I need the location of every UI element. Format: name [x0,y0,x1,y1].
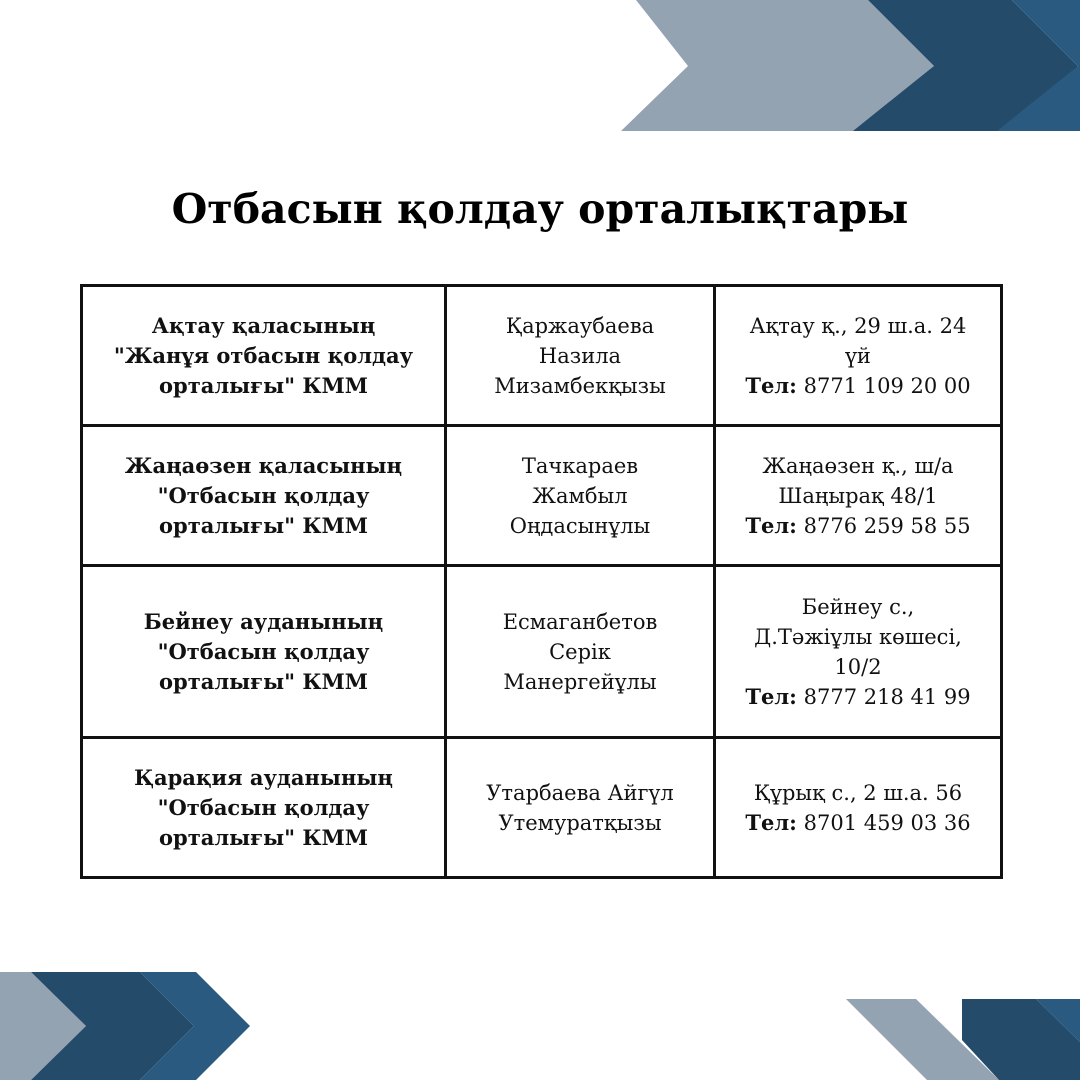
address-line: Шаңырақ 48/1 [778,483,938,508]
center-name-line: "Отбасын қолдау [157,638,370,664]
center-name-cell [82,566,446,738]
center-name-line: "Отбасын қолдау [157,794,370,820]
phone-number: 8771 109 20 00 [803,373,971,398]
phone-line [726,511,990,541]
center-name-line: Жаңаөзен қаласының [124,452,403,478]
center-name-line: орталығы" КММ [159,512,368,538]
person-name-line: Мизамбекқызы [494,373,666,398]
contact-cell [715,426,1002,566]
phone-number: 8776 259 58 55 [803,513,971,538]
address-line: Жаңаөзен қ., ш/а [762,453,954,478]
address-line: Құрық с., 2 ш.а. 56 [753,780,963,805]
person-name-line: Есмаганбетов [502,609,658,634]
person-name-line: Жамбыл [532,483,628,508]
center-name-line: Қарақия ауданының [134,764,393,790]
tel-label: Тел: [745,809,797,835]
person-name-line: Утемуратқызы [498,810,662,835]
contact-cell [715,286,1002,426]
person-name-line: Қаржаубаева [505,313,655,338]
tel-label: Тел: [745,683,797,709]
center-name-line: "Отбасын қолдау [157,482,370,508]
address-line: Д.Тәжіұлы көшесі, [754,624,962,649]
contact-cell [715,566,1002,738]
center-name-line: Ақтау қаласының [151,312,376,338]
tel-label: Тел: [745,512,797,538]
address-line: Бейнеу с., [801,594,915,619]
page-title: Отбасын қолдау орталықтары [171,185,909,233]
person-name-line: Тачкараев [521,453,639,478]
address-line: Ақтау қ., 29 ш.а. 24 [749,313,967,338]
address-line: үй [845,343,871,368]
table-row [82,286,1002,426]
centers-table [80,284,1003,879]
phone-number: 8701 459 03 36 [803,810,971,835]
address-line: 10/2 [834,654,882,679]
head-person-cell [446,286,715,426]
table-row [82,738,1002,878]
head-person-cell [446,738,715,878]
phone-number: 8777 218 41 99 [803,684,971,709]
person-name-line: Назила [538,343,622,368]
centers-table-wrap [80,284,1003,879]
contact-cell [715,738,1002,878]
phone-line [726,808,990,838]
center-name-cell [82,738,446,878]
center-name-line: орталығы" КММ [159,372,368,398]
center-name-line: орталығы" КММ [159,824,368,850]
table-row [82,566,1002,738]
person-name-line: Утарбаева Айгүл [486,780,674,805]
person-name-line: Манергейұлы [503,669,657,694]
phone-line [726,371,990,401]
person-name-line: Оңдасынұлы [509,513,651,538]
center-name-cell [82,286,446,426]
person-name-line: Серік [549,639,611,664]
center-name-line: "Жанұя отбасын қолдау [113,342,414,368]
center-name-cell [82,426,446,566]
phone-line [726,682,990,712]
head-person-cell [446,566,715,738]
table-row [82,426,1002,566]
center-name-line: Бейнеу ауданының [143,608,384,634]
tel-label: Тел: [745,372,797,398]
center-name-line: орталығы" КММ [159,668,368,694]
head-person-cell [446,426,715,566]
